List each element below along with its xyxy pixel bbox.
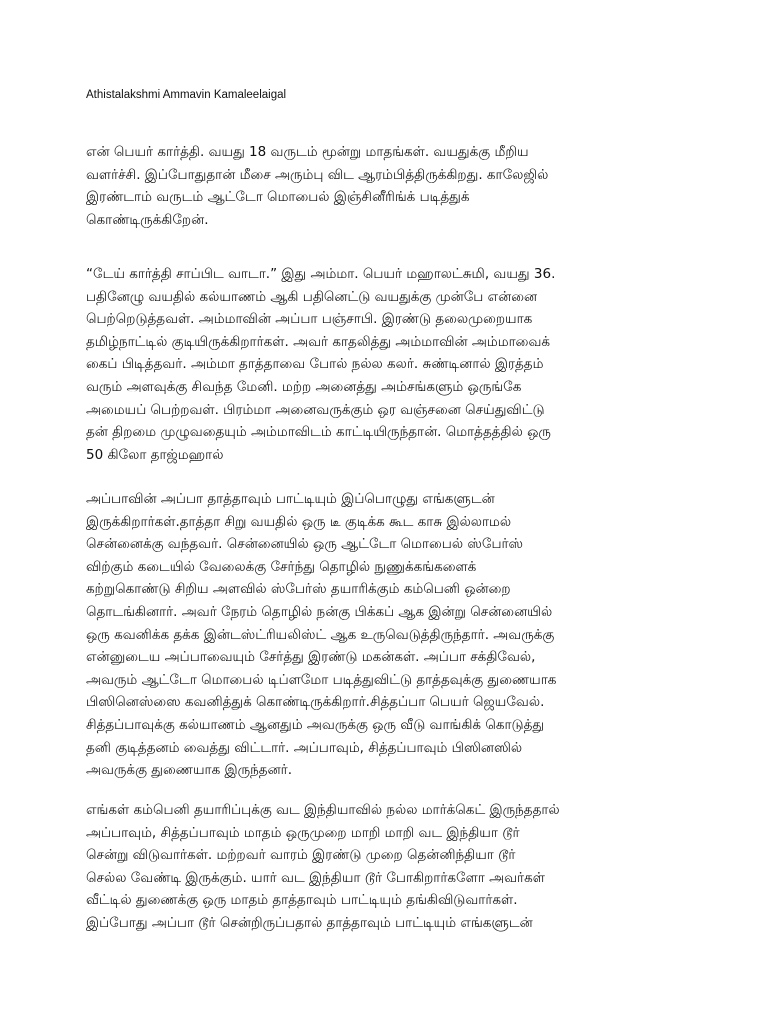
text-line: என் பெயர் கார்த்தி. வயது 18 வருடம் மூன்று மாதங்கள். வயதுக்கு மீறிய xyxy=(86,144,529,160)
paragraph-4 xyxy=(86,799,686,935)
text-line: வரும் அளவுக்கு சிவந்த மேனி. மற்ற அனைத்து அம்சங்களும் ஒருங்கே xyxy=(86,378,522,395)
text-line: என்னுடைய அப்பாவையும் சேர்த்து இரண்டு மகன்கள். அப்பா சக்திவேல், xyxy=(86,649,536,666)
text-line: சென்று விடுவார்கள். மற்றவர் வாரம் இரண்டு முறை தென்னிந்தியா டூர் xyxy=(86,847,516,864)
text-line: கற்றுகொண்டு சிறிய அளவில் ஸ்பேர்ஸ் தயாரிக்கும் கம்பெனி ஒன்றை xyxy=(86,581,511,598)
text-line: விற்கும் கடையில் வேலைக்கு சேர்ந்து தொழில் நுணுக்கங்களைக் xyxy=(86,558,477,575)
text-line: அப்பாவின் அப்பா தாத்தாவும் பாட்டியும் இப்பொழுது எங்களுடன் xyxy=(86,491,495,507)
text-line: வீட்டில் துணைக்கு ஒரு மாதம் தாத்தாவும் பாட்டியும் தங்கிவிடுவார்கள். xyxy=(86,892,518,909)
text-line: தனி குடித்தனம் வைத்து விட்டார். அப்பாவும், சித்தப்பாவும் பிஸினஸில் xyxy=(86,739,523,756)
text-line: அவருக்கு துணையாக இருந்தனர். xyxy=(86,762,293,779)
text-line: வளர்ச்சி. இப்போதுதான் மீசை அரும்பு விட ஆரம்பித்திருக்கிறது. காலேஜில் xyxy=(86,166,549,183)
text-line: சித்தப்பாவுக்கு கல்யாணம் ஆனதும் அவருக்கு ஒரு வீடு வாங்கிக் கொடுத்து xyxy=(86,716,545,733)
text-line: பதினேழு வயதில் கல்யாணம் ஆகி பதினெட்டு வயதுக்கு முன்பே என்னை xyxy=(86,288,538,305)
document-title: Athistalakshmi Ammavin Kamaleelaigal xyxy=(86,89,287,101)
paragraph-3 xyxy=(86,488,686,782)
text-line: “டேய் கார்த்தி சாப்பிட வாடா.” இது அம்மா. பெயர் மஹாலட்சுமி, வயது 36. xyxy=(86,266,556,282)
paragraph-1 xyxy=(86,141,686,231)
text-line: கைப் பிடித்தவர். அம்மா தாத்தாவை போல் நல்ல கலர். சுண்டினால் இரத்தம் xyxy=(86,356,544,373)
text-line: 50 கிலோ தாஜ்மஹால் xyxy=(86,446,224,463)
text-line: இருக்கிறார்கள்.தாத்தா சிறு வயதில் ஒரு டீ குடிக்க கூட காசு இல்லாமல் xyxy=(86,513,512,530)
text-line: செல்ல வேண்டி இருக்கும். யார் வட இந்தியா டூர் போகிறார்களோ அவர்கள் xyxy=(86,869,545,886)
text-line: ஒரு கவனிக்க தக்க இன்டஸ்ட்ரியலிஸ்ட் ஆக உருவெடுத்திருந்தார். அவருக்கு xyxy=(86,626,555,643)
text-line: பிஸினெஸ்ஸை கவனித்துக் கொண்டிருக்கிறார்.சித்தப்பா பெயர் ஜெயவேல். xyxy=(86,694,545,711)
paragraph-2 xyxy=(86,263,686,466)
text-line: சென்னைக்கு வந்தவர். சென்னையில் ஒரு ஆட்டோ மொபைல் ஸ்பேர்ஸ் xyxy=(86,536,524,553)
text-line: அப்பாவும், சித்தப்பாவும் மாதம் ஒருமுறை மாறி மாறி வட இந்தியா டூர் xyxy=(86,824,520,841)
text-line: பெற்றெடுத்தவள். அம்மாவின் அப்பா பஞ்சாபி. இரண்டு தலைமுறையாக xyxy=(86,311,533,328)
text-line: இரண்டாம் வருடம் ஆட்டோ மொபைல் இஞ்சினீரிங்க் படித்துக் xyxy=(86,189,470,206)
text-line: அவரும் ஆட்டோ மொபைல் டிப்ளமோ படித்துவிட்டு தாத்தவுக்கு துணையாக xyxy=(86,671,557,688)
text-line: தமிழ்நாட்டில் குடியிருக்கிறார்கள். அவர் காதலித்து அம்மாவின் அம்மாவைக் xyxy=(86,333,550,350)
text-line: இப்போது அப்பா டூர் சென்றிருப்பதால் தாத்தாவும் பாட்டியும் எங்களுடன் xyxy=(86,914,533,931)
text-line: அமையப் பெற்றவள். பிரம்மா அனைவருக்கும் ஒர வஞ்சனை செய்துவிட்டு xyxy=(86,401,545,418)
text-line: எங்கள் கம்பெனி தயாரிப்புக்கு வட இந்தியாவில் நல்ல மார்க்கெட் இருந்ததால் xyxy=(86,802,560,818)
text-line: கொண்டிருக்கிறேன். xyxy=(86,211,209,228)
text-line: தொடங்கினார். அவர் நேரம் தொழில் நன்கு பிக்கப் ஆக இன்று சென்னையில் xyxy=(86,603,553,620)
text-line: தன் திறமை முழுவதையும் அம்மாவிடம் காட்டியிருந்தான். மொத்தத்தில் ஒரு xyxy=(86,424,551,441)
